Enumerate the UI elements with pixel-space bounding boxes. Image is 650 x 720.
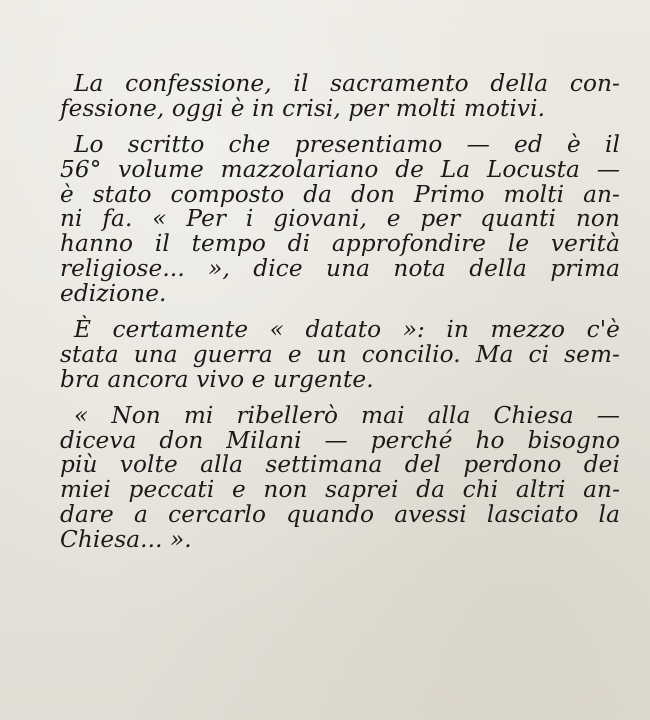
text-line: ni fa. « Per i giovani, e per quanti non <box>60 205 620 233</box>
text-line: È certamente « datato »: in mezzo c'è <box>74 315 620 343</box>
body-text <box>60 72 620 564</box>
paragraph-3 <box>60 315 620 393</box>
text-line: stata una guerra e un concilio. Ma ci sem- <box>60 340 620 368</box>
paragraph-1 <box>60 72 620 122</box>
text-line: hanno il tempo di approfondire le verità <box>60 230 620 258</box>
text-line: Chiesa... ». <box>60 525 192 553</box>
text-line: dare a cercarlo quando avessi lasciato la <box>60 500 620 528</box>
text-line: è stato composto da don Primo molti an- <box>60 180 620 208</box>
text-line: 56° volume mazzolariano de La Locusta — <box>60 155 620 183</box>
paragraph-4 <box>60 401 620 553</box>
text-line: bra ancora vivo e urgente. <box>60 365 374 393</box>
paragraph-2 <box>60 130 620 307</box>
text-line: Lo scritto che presentiamo — ed è il <box>74 130 620 158</box>
text-line: edizione. <box>60 279 167 307</box>
text-line: « Non mi ribellerò mai alla Chiesa — <box>74 401 620 429</box>
text-line: miei peccati e non saprei da chi altri an- <box>60 476 620 504</box>
text-line: diceva don Milani — perché ho bisogno <box>60 426 620 454</box>
text-line: fessione, oggi è in crisi, per molti motivi. <box>60 94 546 122</box>
text-line: La confessione, il sacramento della con- <box>74 70 620 97</box>
text-line: religiose... », dice una nota della prima <box>60 254 620 282</box>
text-line: più volte alla settimana del perdono dei <box>60 451 620 479</box>
